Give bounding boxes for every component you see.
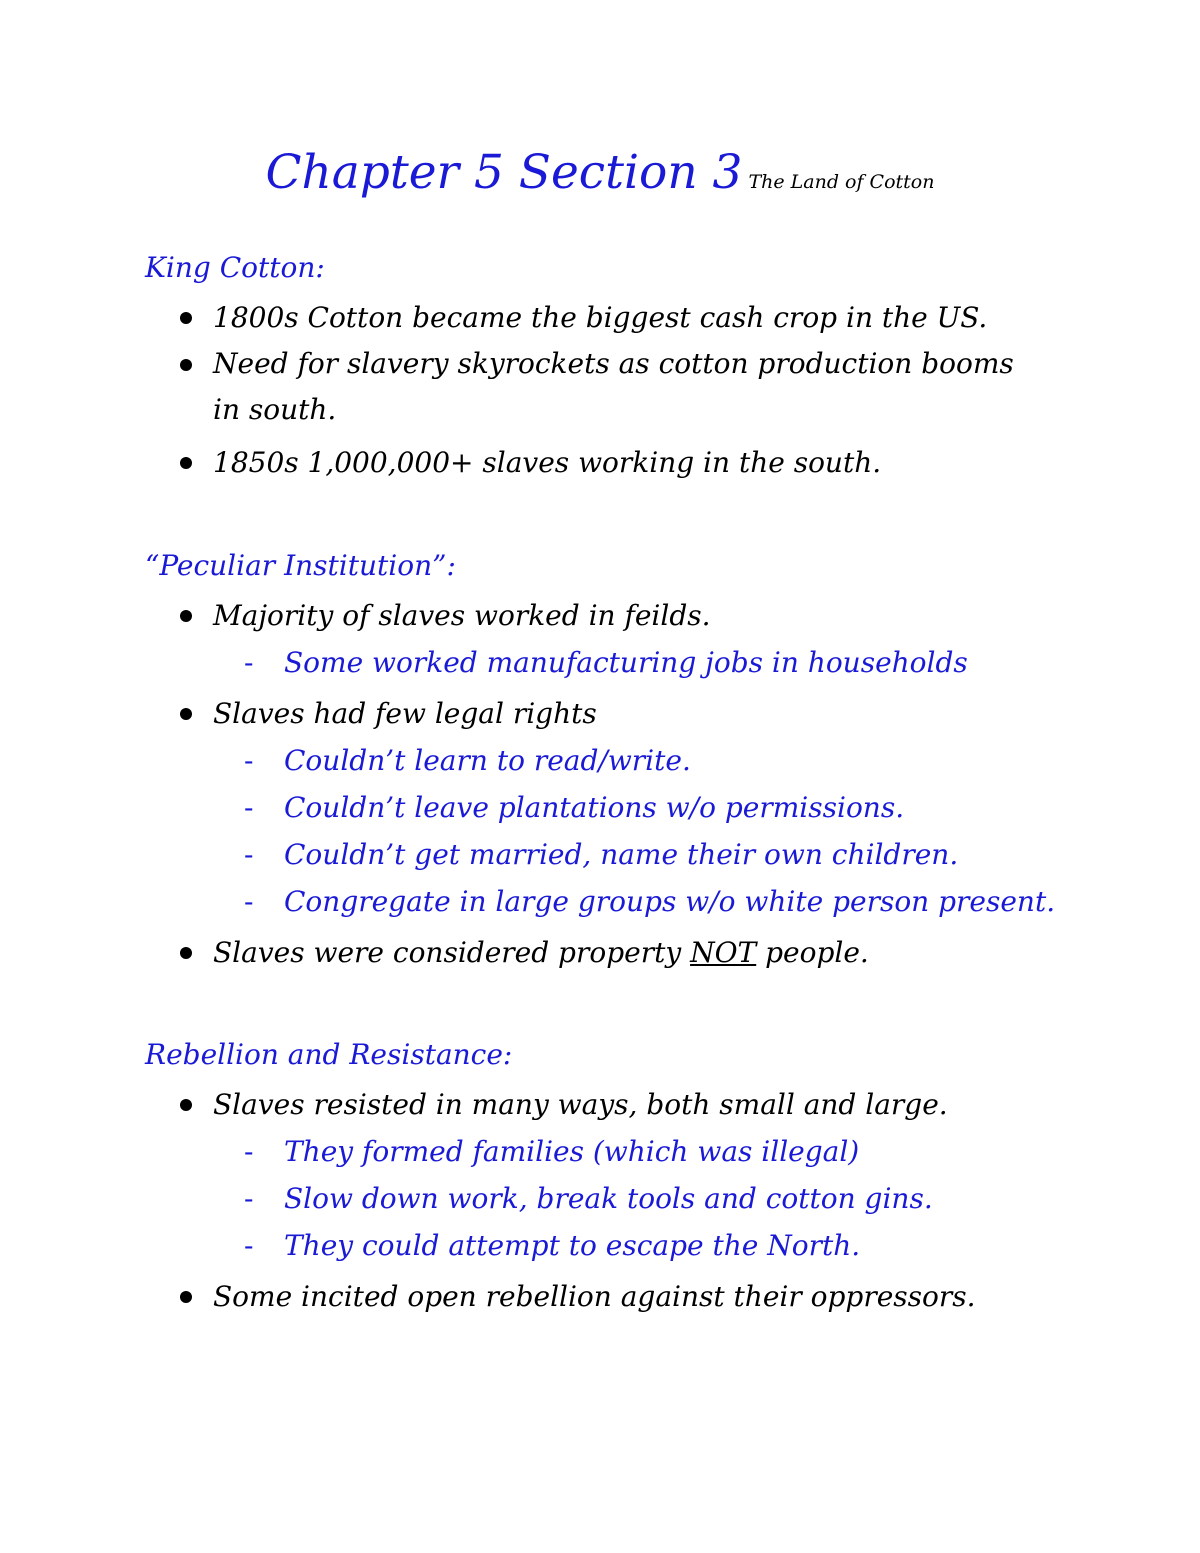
bullet-text: Majority of slaves worked in feilds. <box>213 599 711 632</box>
sub-item <box>144 1175 1145 1222</box>
bullet-list <box>145 294 1145 486</box>
bullet-list <box>145 592 1145 976</box>
sub-text: Couldn’t learn to read/write. <box>284 744 691 777</box>
bullet-text <box>213 929 1145 976</box>
bullet-text-after: people. <box>756 936 869 969</box>
sub-item <box>144 784 1145 831</box>
bullet-item <box>145 341 1145 433</box>
section-peculiar-institution <box>145 546 1145 976</box>
bullet-text: Slaves resisted in many ways, both small and large. <box>213 1088 948 1121</box>
sub-text: Slow down work, break tools and cotton gins. <box>284 1182 933 1215</box>
bullet-text: Some incited open rebellion against their oppressors. <box>213 1280 976 1313</box>
bullet-dot-icon <box>180 1099 192 1111</box>
section-heading: “Peculiar Institution”: <box>145 549 456 582</box>
bullet-text: 1850s 1,000,000+ slaves working in the south. <box>213 446 882 479</box>
bullet-dot-icon <box>180 1291 192 1303</box>
bullet-item <box>145 592 1145 639</box>
bullet-item <box>145 929 1145 976</box>
bullet-list <box>145 1081 1145 1320</box>
sub-text: Couldn’t get married, name their own children. <box>284 838 959 871</box>
title-main: Chapter 5 Section 3 <box>265 145 743 200</box>
title-subtitle: The Land of Cotton <box>748 171 935 193</box>
dash-marker: - <box>244 646 254 679</box>
section-heading: Rebellion and Resistance: <box>145 1038 513 1071</box>
sub-item <box>144 639 1145 686</box>
section-king-cotton <box>145 248 1145 486</box>
bullet-text-emphasis: NOT <box>690 936 757 969</box>
bullet-dot-icon <box>180 359 192 371</box>
bullet-dot-icon <box>180 312 192 324</box>
sub-text: Some worked manufacturing jobs in households <box>284 646 968 679</box>
bullet-dot-icon <box>180 708 192 720</box>
bullet-item <box>145 690 1145 737</box>
sub-list <box>145 1128 1145 1269</box>
bullet-item <box>145 294 1145 341</box>
dash-marker: - <box>244 1182 254 1215</box>
bullet-item <box>145 1081 1145 1128</box>
sub-item <box>144 1222 1145 1269</box>
sub-item <box>144 831 1145 878</box>
section-heading: King Cotton: <box>145 251 325 284</box>
dash-marker: - <box>244 885 254 918</box>
section-rebellion-resistance <box>145 1035 1145 1320</box>
sub-text: Congregate in large groups w/o white person present. <box>284 885 1056 918</box>
bullet-text: Slaves had few legal rights <box>213 697 597 730</box>
dash-marker: - <box>244 1229 254 1262</box>
sub-text: Couldn’t leave plantations w/o permissions. <box>284 791 905 824</box>
bullet-text: 1800s Cotton became the biggest cash crop in the US. <box>213 301 988 334</box>
bullet-dot-icon <box>180 947 192 959</box>
dash-marker: - <box>244 791 254 824</box>
bullet-dot-icon <box>180 457 192 469</box>
dash-marker: - <box>244 744 254 777</box>
sub-list <box>145 737 1145 925</box>
bullet-item <box>145 1273 1145 1320</box>
bullet-item <box>145 439 1145 486</box>
dash-marker: - <box>244 838 254 871</box>
page-title <box>0 143 1200 213</box>
bullet-dot-icon <box>180 610 192 622</box>
sub-item <box>144 878 1145 925</box>
bullet-text-before: Slaves were considered property <box>213 936 691 969</box>
bullet-text: Need for slavery skyrockets as cotton production booms in south. <box>213 347 1014 426</box>
sub-text: They could attempt to escape the North. <box>284 1229 861 1262</box>
dash-marker: - <box>244 1135 254 1168</box>
sub-item <box>144 1128 1145 1175</box>
sub-list <box>145 639 1145 686</box>
sub-item <box>144 737 1145 784</box>
sub-text: They formed families (which was illegal) <box>284 1135 860 1168</box>
